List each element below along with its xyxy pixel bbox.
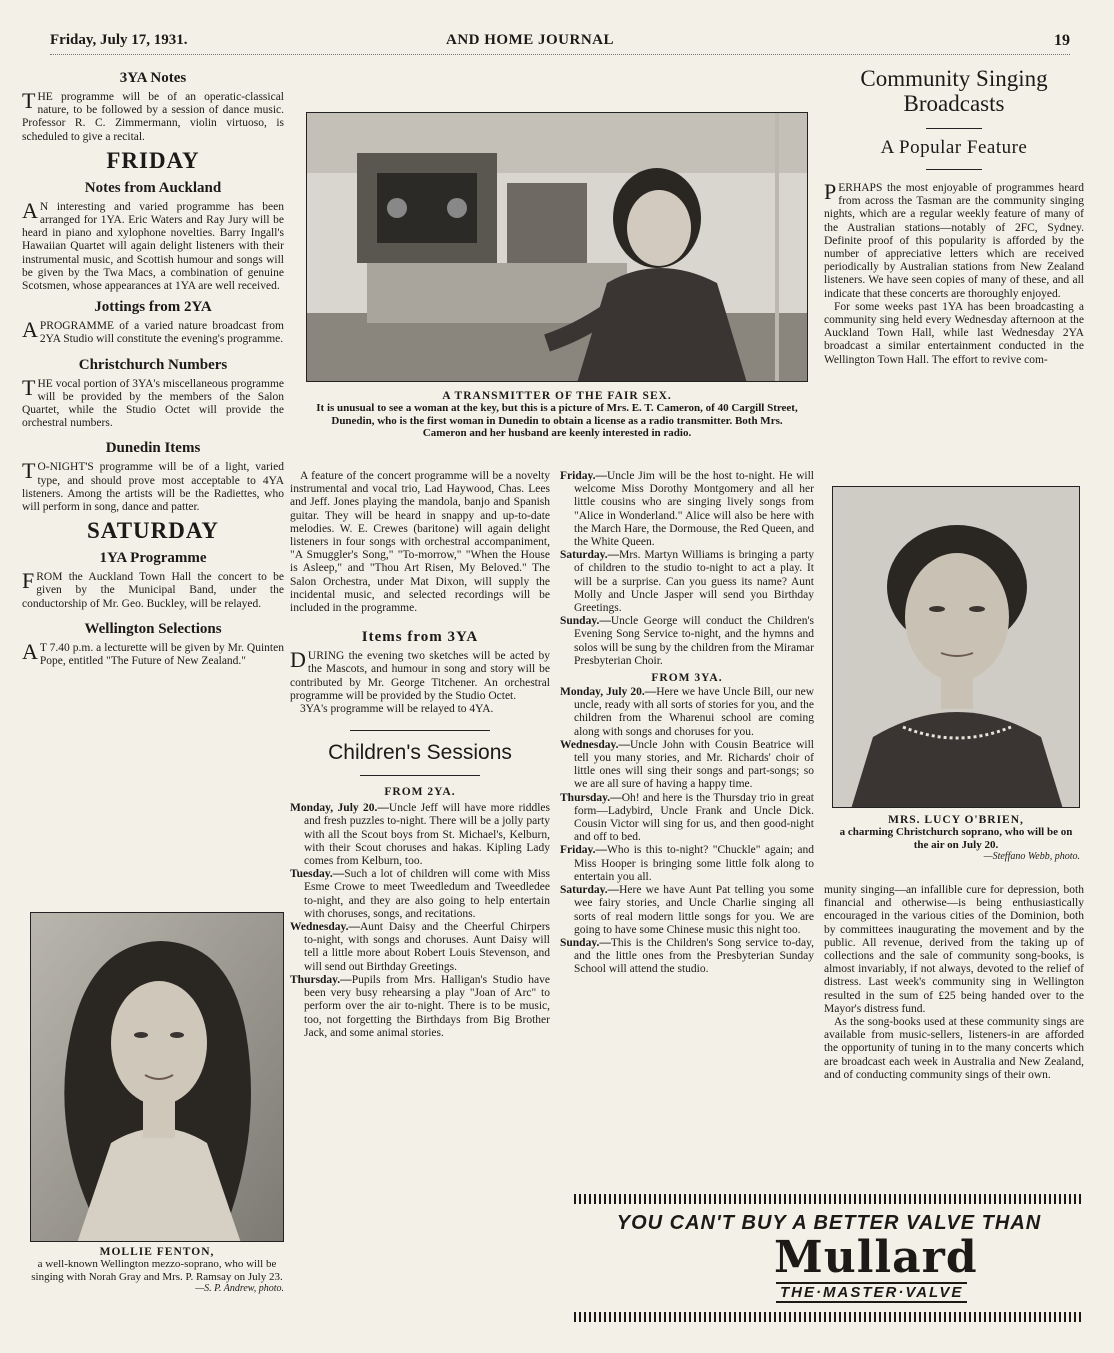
text-dunedin-items: TO-NIGHT'S programme will be of a light, varied type, and should prove most acceptable to 4YA listeners. Among the artists will be the Radiettes, who will perform in song, dance and patter. xyxy=(22,458,284,514)
rule-children-bottom xyxy=(360,775,480,776)
text-notes-from-auckland: AN interesting and varied programme has been arranged for 1YA. Eric Waters and Ray Jury will be heard in piano and xylophone novelties. Barry Ingall's Hawaiian Quartet will again delight listeners with their instrumental music, and Scottish humour and songs will be given by the Twa Macs, a combination of genuine Scotsmen, whose appearances at 1YA are well received. xyxy=(22,197,284,293)
heading-1ya-programme: 1YA Programme xyxy=(99,550,207,567)
caption-transmitter xyxy=(312,390,802,440)
text-community-1ya: For some weeks past 1YA has been broadcasting a community sing held every Wednesday afternoon at the Auckland Town Hall, while last Wednesday 2YA broadcast a similar entertainment conducted in the Wellington Town Hall. The effort to revive com- xyxy=(824,300,1084,366)
heading-jottings-2ya: Jottings from 2YA xyxy=(94,299,212,316)
heading-notes-from-auckland: Notes from Auckland xyxy=(84,179,222,196)
text-concert-programme: A feature of the concert programme will be a novelty instrumental and vocal trio, Lad Haywood, Chas. Lees and Jeff. Jones playing the mandola, banjo and Spanish guitar. They will be heard in snappy and up-to-date melodies. W. E. Crewes (baritone) will again delight listeners in four songs with orchestral accompaniment, "A Smuggler's Song," "To-morrow," "When the House is Asleep," and "Thou Art Risen, My Beloved." The Salon Orchestra, under Mat Dixon, will supply the incidental music, and selected recordings will be included in the programme. xyxy=(290,470,550,615)
column-3 xyxy=(560,470,814,977)
caption-body-transmitter: It is unusual to see a woman at the key, but this is a picture of Mrs. E. T. Cameron, of 40 Cargill Street, Dunedin, who is the first woman in Dunedin to obtain a license as a radio transmitter. Both Mrs. Cameron and her husband are keenly interested in radio. xyxy=(316,402,798,439)
woman-at-transmitter-icon xyxy=(307,113,808,382)
text-jottings-2ya: APROGRAMME of a varied nature broadcast from 2YA Studio will constitute the evening's programme. xyxy=(22,317,284,346)
entry-3ya-saturday: Saturday.—Here we have Aunt Pat telling you some wee fairy stories, and Uncle Charlie singing all sorts of real modern little songs for you. We are going to have some Chinese music this night too. xyxy=(560,884,814,936)
heading-wellington-selections: Wellington Selections xyxy=(84,620,222,637)
ad-brand-logo: Mullard xyxy=(774,1232,978,1283)
text-wellington-selections: AT 7.40 p.m. a lecturette will be given by Mr. Quinten Pope, entitled "The Future of New Zealand." xyxy=(22,638,284,668)
heading-items-from-3ya: Items from 3YA xyxy=(361,629,479,646)
heading-saturday: SATURDAY xyxy=(87,518,219,544)
portrait-woman-icon xyxy=(31,913,284,1242)
column-2 xyxy=(290,470,550,1040)
heading-christchurch-numbers: Christchurch Numbers xyxy=(78,356,228,373)
ad-slogan: THE·MASTER·VALVE xyxy=(776,1282,967,1303)
credit-mollie-fenton: —S. P. Andrew, photo. xyxy=(195,1283,284,1294)
caption-title-transmitter: A TRANSMITTER OF THE FAIR SEX. xyxy=(442,390,672,402)
entry-3ya-sunday: Sunday.—This is the Children's Song service to-day, and the little ones from the Presbyterian Sunday School will attend the studio. xyxy=(560,936,814,976)
heading-dunedin-items: Dunedin Items xyxy=(105,440,201,457)
text-3ya-relay: 3YA's programme will be relayed to 4YA. xyxy=(300,703,494,716)
portrait-woman-icon xyxy=(833,487,1080,808)
text-christchurch-numbers: THE vocal portion of 3YA's miscellaneous programme will be provided by the members of the Salon Quartet, while the Studio Octet will provide the orchestral numbers. xyxy=(22,374,284,430)
text-1ya-programme: FROM the Auckland Town Hall the concert to be given by the Municipal Band, under the conductorship of Mr. Geo. Buckley, will be relayed. xyxy=(22,568,284,610)
photo-lucy-obrien xyxy=(832,486,1080,808)
photo-transmitter xyxy=(306,112,808,382)
caption-body-mollie-fenton: a well-known Wellington mezzo-soprano, who will be singing with Norah Gray and Mrs. P. Ramsay on July 23. xyxy=(31,1258,283,1283)
heading-childrens-sessions: Children's Sessions xyxy=(328,741,512,765)
caption-lucy-obrien xyxy=(832,814,1080,862)
caption-mollie-fenton xyxy=(30,1246,284,1294)
heading-popular-feature: A Popular Feature xyxy=(880,137,1028,158)
entry-2ya-thursday: Thursday.—Pupils from Mrs. Halligan's Studio have been very busy rehearsing a play "Joan of Arc" to perform over the air to-night. There is to be music, too, not forgetting the Birthdays from Big Brother Jack, and some animal stories. xyxy=(290,973,550,1039)
column-4 xyxy=(824,66,1084,367)
entry-2ya-saturday: Saturday.—Mrs. Martyn Williams is bringing a party of children to the studio to-night to act a play. It will be a surprise. Can you guess its name? Aunt Molly and Uncle Jasper will send you Birthday Greetings. xyxy=(560,549,814,615)
entry-2ya-friday: Friday.—Uncle Jim will be the host to-night. He will welcome Miss Dorothy Montgomery and all her little cousins who are singing lively songs from "Alice in Wonderland." Alice will also be here with the March Hare, the Dormouse, the Red Queen, and the White Queen. xyxy=(560,470,814,549)
issue-date: Friday, July 17, 1931. xyxy=(50,32,188,48)
text-community-songbooks: As the song-books used at these community sings are available from music-sellers, listeners-in are afforded the opportunity of tuning in to the many concerts which are broadcast each week in Australia and New Zealand, and of conducting community sings of their own. xyxy=(824,1016,1084,1081)
masthead-rule xyxy=(50,54,1070,55)
text-3ya-notes: THE programme will be of an operatic-classical nature, to be followed by a session of dance music. Professor R. C. Zimmermann, violin virtuoso, is scheduled to give a recital. xyxy=(22,88,284,143)
photo-mollie-fenton xyxy=(30,912,284,1242)
entry-3ya-wednesday: Wednesday.—Uncle John with Cousin Beatrice will tell you many stories, and Mr. Richards' choir of little ones will sing their songs and part-songs; so we are all sure of having a happy time. xyxy=(560,738,814,791)
entry-3ya-monday: Monday, July 20.—Here we have Uncle Bill, our new uncle, ready with all sorts of stories for you, and the children from the Wharenui school are coming along with songs and choruses for you. xyxy=(560,686,814,738)
rule-popular xyxy=(926,169,982,170)
rule-community xyxy=(926,128,982,129)
caption-title-mollie-fenton: MOLLIE FENTON, xyxy=(99,1246,215,1258)
text-items-from-3ya: DURING the evening two sketches will be acted by the Mascots, and humour in song and story will be contributed by Mr. George Titchener. An orchestral programme will be provided by the Studio Octet. xyxy=(290,647,550,702)
column-1 xyxy=(22,70,284,668)
journal-title: AND HOME JOURNAL xyxy=(446,32,614,48)
entry-2ya-wednesday: Wednesday.—Aunt Daisy and the Cheerful Chirpers to-night, with songs and choruses. Aunt Daisy will tell a little more about Robert Louis Stevenson, and will send out Birthday Greetings. xyxy=(290,921,550,973)
caption-title-lucy-obrien: MRS. LUCY O'BRIEN, xyxy=(888,814,1024,826)
ad-tagline: YOU CAN'T BUY A BETTER VALVE THAN xyxy=(616,1212,1042,1234)
heading-friday: FRIDAY xyxy=(106,147,200,173)
credit-lucy-obrien: —Steffano Webb, photo. xyxy=(983,851,1080,862)
subheading-from-3ya: FROM 3YA. xyxy=(651,672,723,685)
subheading-from-2ya: FROM 2YA. xyxy=(384,786,456,799)
entry-2ya-tuesday: Tuesday.—Such a lot of children will come with Miss Esme Crowe to meet Tweedledum and Tweedledee to-night, and they are also going to help entertain with choruses, songs, and recitations. xyxy=(290,868,550,920)
entry-2ya-monday: Monday, July 20.—Uncle Jeff will have more riddles and fresh puzzles to-night. There will be a jolly party with all the Scout boys from St. Michael's, Kelburn, with their Scout choruses and hakas. Kipling Lady comes from Kelburn, too. xyxy=(290,802,550,868)
heading-community-singing: Community Singing xyxy=(860,66,1048,91)
text-community-continued: munity singing—an infallible cure for depression, both financial and otherwise—is being enthusiastically encouraged in the various cities of the Dominion, both by committees inaugurating the movement and by the public. All revenue, derived from the taking up of collections and the sale of community song-books, is almost invariably, if not always, devoted to the relief of distress. Last week's community sing in Wellington resulted in the sum of £25 being handed over to the Mayor's distress fund. xyxy=(824,884,1084,1015)
entry-3ya-thursday: Thursday.—Oh! and here is the Thursday trio in great form—Ladybird, Uncle Frank and Uncle Dick. Cousin Victor will sing for us, and then good-night and off to bed. xyxy=(560,791,814,844)
entry-3ya-friday: Friday.—Who is this to-night? "Chuckle" again; and Miss Hooper is bringing some little folk along to entertain you all. xyxy=(560,844,814,883)
mullard-advertisement xyxy=(574,1194,1084,1326)
heading-broadcasts: Broadcasts xyxy=(903,91,1005,116)
caption-body-lucy-obrien: a charming Christchurch soprano, who will be on the air on July 20. xyxy=(839,826,1073,851)
entry-2ya-sunday: Sunday.—Uncle George will conduct the Children's Evening Song Service to-night, and the hymns and solos will be sung by the children from the Miramar Presbyterian Choir. xyxy=(560,615,814,667)
text-community-intro: PERHAPS the most enjoyable of programmes heard from across the Tasman are the community singing nights, which are a regular weekly feature of many of the Australian stations—notably of 2FC, Sydney. Definite proof of this popularity is afforded by the number of appreciative letters which are received periodically by Australian stations from New Zealand listeners. We have seen copies of many of these, and all indicate that these concerts are thoroughly enjoyed. xyxy=(824,179,1084,300)
ad-border-top xyxy=(574,1194,1084,1204)
column-4-continued xyxy=(824,884,1084,1082)
rule-children xyxy=(350,730,490,731)
ad-border-bottom xyxy=(574,1312,1084,1322)
masthead xyxy=(50,32,1070,54)
heading-3ya-notes: 3YA Notes xyxy=(119,70,187,86)
page-number: 19 xyxy=(1054,32,1070,49)
